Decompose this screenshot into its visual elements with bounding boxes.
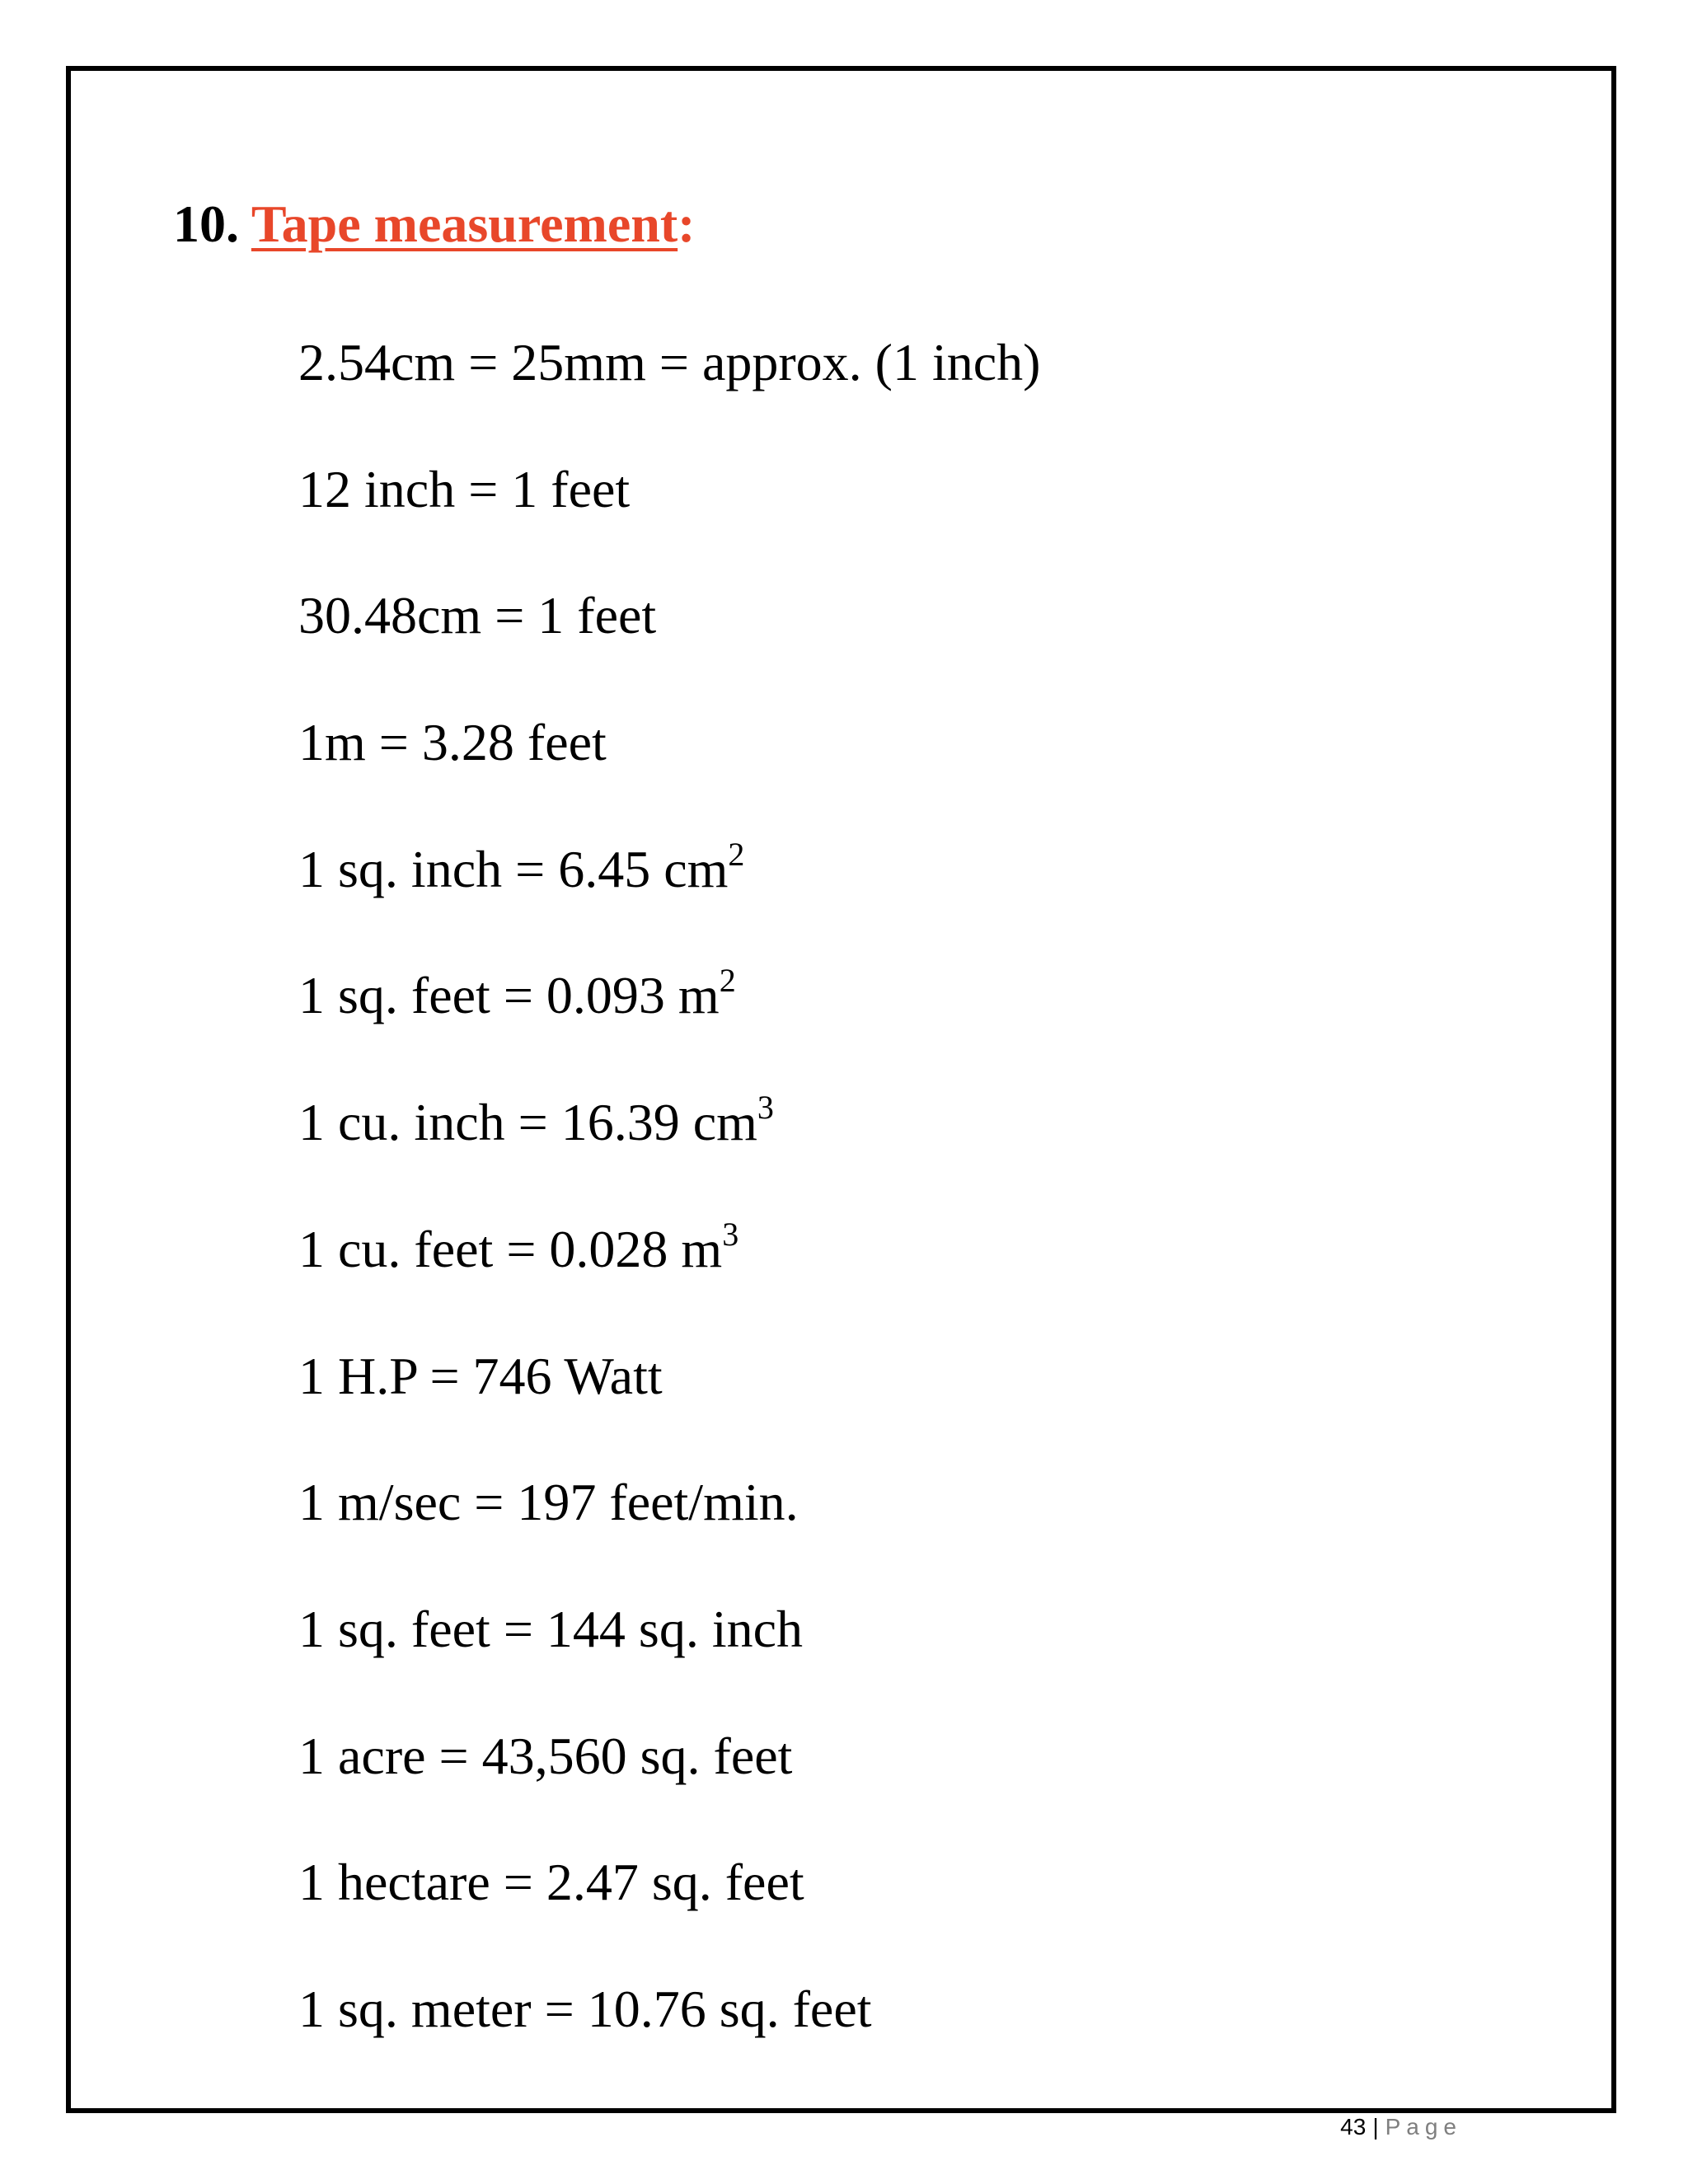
conversion-row — [298, 1343, 1040, 1470]
conversion-text: 1 cu. feet = 0.028 m — [298, 1219, 723, 1278]
conversion-row — [298, 1090, 1040, 1216]
conversion-exponent: 3 — [757, 1089, 774, 1127]
conversion-text: 1 sq. feet = 144 sq. inch — [298, 1599, 803, 1658]
conversion-text: 1 acre = 43,560 sq. feet — [298, 1726, 793, 1785]
conversion-row — [298, 583, 1040, 710]
section-heading — [173, 194, 696, 253]
conversion-row — [298, 1849, 1040, 1976]
page-label: Page — [1385, 2114, 1462, 2139]
conversion-text: 1 sq. feet = 0.093 m — [298, 966, 720, 1025]
conversion-row — [298, 1723, 1040, 1850]
conversion-row — [298, 837, 1040, 963]
conversion-text: 30.48cm = 1 feet — [298, 586, 657, 645]
heading-number: 10. — [173, 194, 239, 253]
conversion-row — [298, 1976, 1040, 2103]
conversion-text: 1 cu. inch = 16.39 cm — [298, 1093, 757, 1152]
conversion-row — [298, 330, 1040, 457]
conversion-exponent: 3 — [722, 1215, 739, 1253]
conversion-row — [298, 457, 1040, 583]
conversion-row — [298, 1216, 1040, 1343]
conversion-row — [298, 1469, 1040, 1596]
conversion-text: 1m = 3.28 feet — [298, 713, 607, 772]
conversion-row — [298, 1596, 1040, 1723]
conversion-exponent: 2 — [719, 962, 736, 1000]
conversion-text: 1 m/sec = 197 feet/min. — [298, 1473, 799, 1532]
heading-colon: : — [678, 194, 696, 253]
footer-separator: | — [1372, 2114, 1379, 2139]
heading-title: Tape measurement — [251, 194, 678, 253]
conversion-text: 2.54cm = 25mm = approx. (1 inch) — [298, 333, 1041, 391]
conversion-text: 1 sq. meter = 10.76 sq. feet — [298, 1979, 872, 2038]
conversion-text: 1 sq. inch = 6.45 cm — [298, 839, 729, 898]
page-number: 43 — [1340, 2114, 1367, 2139]
conversion-text: 1 H.P = 746 Watt — [298, 1346, 663, 1405]
page-footer — [1340, 2114, 1462, 2140]
conversion-row — [298, 710, 1040, 837]
conversion-row — [298, 963, 1040, 1090]
conversion-text: 12 inch = 1 feet — [298, 459, 631, 518]
conversion-exponent: 2 — [728, 835, 745, 873]
conversion-list — [298, 330, 1040, 2103]
conversion-text: 1 hectare = 2.47 sq. feet — [298, 1853, 804, 1912]
